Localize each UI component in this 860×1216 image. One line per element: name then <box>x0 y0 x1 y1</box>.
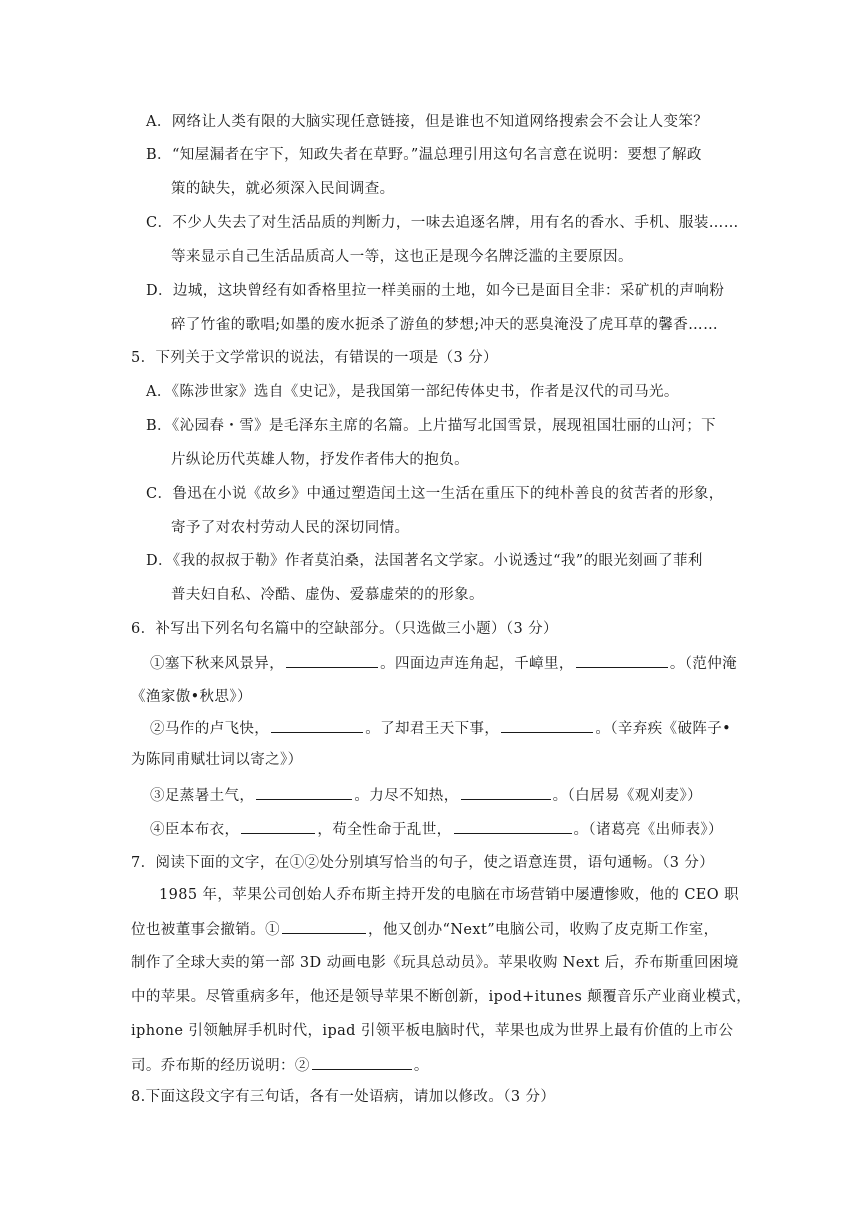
q5-stem: 5．下列关于文学常识的说法，有错误的一项是（3 分） <box>131 350 498 366</box>
q4-option-c-line1: C．不少人失去了对生活品质的判断力，一味去追逐名牌，用有名的香水、手机、服装…… <box>146 215 739 231</box>
q7-passage-line2-after: ，他又创办“Next”电脑公司，收购了皮克斯工作室， <box>368 922 719 938</box>
q7-blank-1-marker: ① <box>265 922 281 938</box>
q7-passage-line2 <box>131 919 719 940</box>
q6-item-4-text-b: ，苟全性命于乱世， <box>317 822 452 838</box>
q4-option-c-line2: 等来显示自己生活品质高人一等，这也正是现今名牌泛滥的主要原因。 <box>171 249 633 265</box>
q7-passage-line6 <box>131 1055 429 1076</box>
q4-option-a: A．网络让人类有限的大脑实现任意链接，但是谁也不知道网络搜索会不会让人变笨？ <box>146 114 709 130</box>
q6-item-3-text-a: ③足蒸暑土气， <box>150 788 255 804</box>
q6-item-2-text-c: 。（辛弃疾《破阵子• <box>595 721 732 737</box>
q6-item-1-text-b: 。四面边声连角起，千嶂里， <box>380 656 574 672</box>
q5-option-c-line1: C．鲁迅在小说《故乡》中通过塑造闰土这一生活在重压下的纯朴善良的贫苦者的形象， <box>146 486 724 502</box>
q7-blank-2[interactable] <box>312 1055 412 1070</box>
q6-item-3-blank-2[interactable] <box>461 785 551 800</box>
q6-item-1-text-a: ①塞下秋来风景异， <box>150 656 285 672</box>
q6-item-1-blank-1[interactable] <box>286 653 378 668</box>
q5-option-d-line1: D．《我的叔叔于勒》作者莫泊桑，法国著名文学家。小说透过“我”的眼光刻画了菲利 <box>146 553 703 569</box>
q6-item-3-text-c: 。（白居易《观刈麦》） <box>552 788 703 804</box>
q6-item-1-blank-2[interactable] <box>576 653 668 668</box>
q7-blank-1[interactable] <box>282 919 366 934</box>
q7-passage-line1: 1985 年，苹果公司创始人乔布斯主持开发的电脑在市场营销中屡遭惨败，他的 CEO 职 <box>159 887 739 903</box>
q6-item-1-line1 <box>150 653 737 674</box>
q4-option-b-line2: 策的缺失，就必须深入民间调查。 <box>171 181 395 197</box>
q7-stem: 7．阅读下面的文字，在①②处分别填写恰当的句子，使之语意连贯，语句通畅。（3 分） <box>131 855 715 871</box>
q6-item-3 <box>150 785 702 806</box>
q6-item-4-blank-1[interactable] <box>241 819 315 834</box>
q8-stem: 8.下面这段文字有三句话，各有一处语病，请加以修改。（3 分） <box>131 1089 556 1105</box>
q5-option-b-line1: B．《沁园春・雪》是毛泽东主席的名篇。上片描写北国雪景，展现祖国壮丽的山河；下 <box>146 418 717 434</box>
q6-stem: 6．补写出下列名句名篇中的空缺部分。（只选做三小题）（3 分） <box>131 621 558 637</box>
q7-passage-line5: iphone 引领触屏手机时代，ipad 引领平板电脑时代，苹果也成为世界上最有价值的上市公 <box>131 1023 734 1039</box>
q6-item-2-text-b: 。了却君王天下事， <box>365 721 500 737</box>
q6-item-4-text-a: ④臣本布衣， <box>150 822 240 838</box>
q6-item-4-text-c: 。（诸葛亮《出师表》） <box>573 822 723 838</box>
q7-passage-line4: 中的苹果。尽管重病多年，他还是领导苹果不断创新，ipod+itunes 颠覆音乐产业商业模式， <box>131 989 752 1005</box>
q5-option-d-line2: 普夫妇自私、冷酷、虚伪、爱慕虚荣的的形象。 <box>171 587 484 603</box>
q5-option-b-line2: 片纵论历代英雄人物，抒发作者伟大的抱负。 <box>171 452 469 468</box>
q5-option-c-line2: 寄予了对农村劳动人民的深切同情。 <box>171 520 410 536</box>
q4-option-d-line1: D．边城，这块曾经有如香格里拉一样美丽的土地，如今已是面目全非：采矿机的声响粉 <box>146 283 725 299</box>
q6-item-2-line1 <box>150 718 731 739</box>
q6-item-2-text-a: ②马作的卢飞快， <box>150 721 270 737</box>
q6-item-2-blank-2[interactable] <box>501 718 593 733</box>
q7-passage-line3: 制作了全球大卖的第一部 3D 动画电影《玩具总动员》。苹果收购 Next 后，乔布斯重回困境 <box>131 955 739 971</box>
q6-item-2-blank-1[interactable] <box>271 718 363 733</box>
q6-item-2-line2: 为陈同甫赋壮词以寄之》） <box>131 752 303 768</box>
q4-option-d-line2: 碎了竹雀的歌唱;如墨的废水扼杀了游鱼的梦想;冲天的恶臭淹没了虎耳草的馨香…… <box>171 317 718 333</box>
q6-item-3-blank-1[interactable] <box>256 785 352 800</box>
q7-passage-line6-text: 司。乔布斯的经历说明：② <box>131 1058 310 1074</box>
q6-item-1-line2: 《渔家傲•秋思》） <box>131 689 252 705</box>
q7-passage-line6-end: 。 <box>413 1058 429 1074</box>
q6-item-1-text-c: 。（范仲淹 <box>669 656 738 672</box>
q6-item-4-blank-2[interactable] <box>454 819 572 834</box>
q7-passage-line2-text: 位也被董事会撤销。 <box>131 922 266 938</box>
q6-item-3-text-b: 。力尽不知热， <box>354 788 459 804</box>
q4-option-b-line1: B．“知屋漏者在宇下，知政失者在草野。”温总理引用这句名言意在说明：要想了解政 <box>146 147 702 163</box>
q6-item-4 <box>150 819 723 840</box>
q5-option-a: A．《陈涉世家》选自《史记》，是我国第一部纪传体史书，作者是汉代的司马光。 <box>146 384 679 400</box>
